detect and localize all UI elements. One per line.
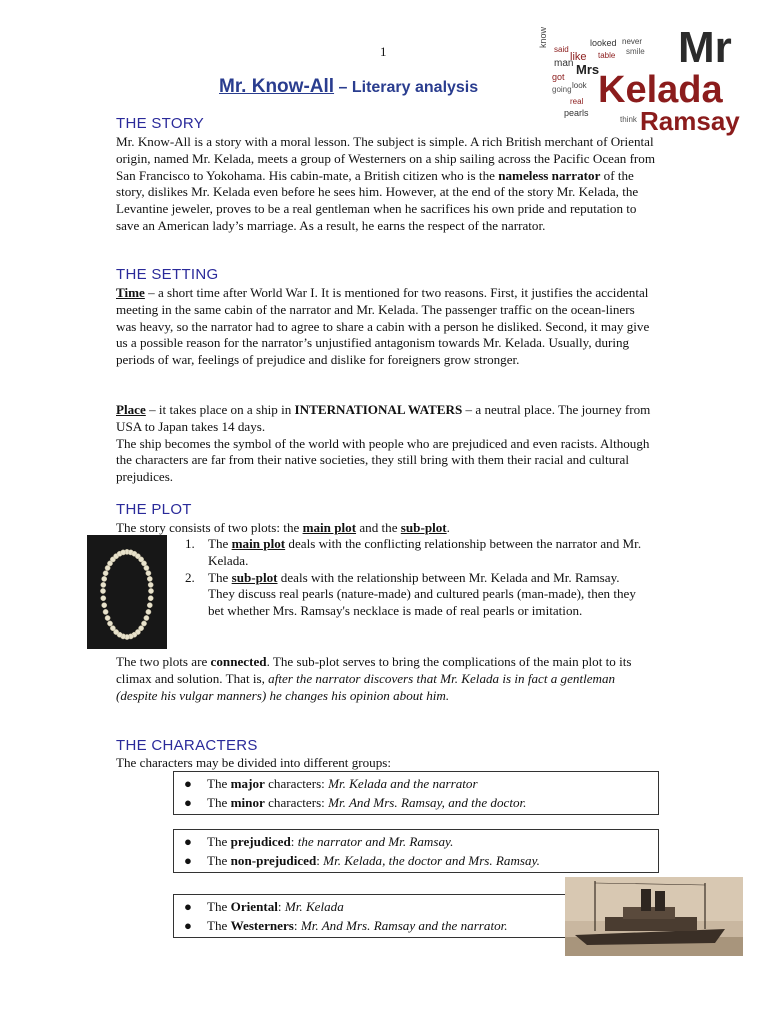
character-group-prejudice — [173, 829, 659, 873]
cloud-word: real — [570, 97, 584, 106]
plot-item-main: 1. The main plot deals with the conflicting relationship between the narrator and Mr. Kelada. — [185, 536, 642, 568]
cloud-word: pearls — [564, 108, 589, 118]
cloud-word: smile — [626, 47, 645, 56]
cloud-word: looked — [590, 38, 617, 48]
pearl — [100, 588, 105, 593]
cloud-word: said — [554, 45, 569, 54]
heading-setting: THE SETTING — [116, 266, 219, 283]
word-cloud-image — [540, 22, 750, 134]
pearl — [141, 621, 146, 626]
pearl — [121, 550, 126, 555]
bullet-icon: ● — [184, 899, 192, 914]
cloud-word: man — [554, 58, 574, 69]
heading-plot: THE PLOT — [116, 501, 192, 518]
setting-place-paragraph: Place – it takes place on a ship in INTERNATIONAL WATERS – a neutral place. The journey from USA to Japan takes 14 days. The ship becomes the symbol of the world with people who are prejudiced and even racists. Although the characters are far from their native societies, they still bring with them their racial and cultural prejudices. — [116, 402, 651, 485]
plot-item-sub: 2. The sub-plot deals with the relationship between Mr. Kelada and Mr. Ramsay. They discuss real pearls (nature-made) and cultured pearls (man-made), then they bet whether Mrs. Ramsay's necklace is made of real pearls or imitation. — [185, 569, 636, 619]
heading-characters: THE CHARACTERS — [116, 737, 258, 754]
cloud-word: know — [538, 26, 548, 48]
character-group-major-minor — [173, 771, 659, 815]
characters-intro: The characters may be divided into different groups: — [116, 755, 391, 770]
cloud-word: going — [552, 85, 572, 94]
cloud-word: Mrs — [576, 62, 600, 77]
document-title — [219, 76, 478, 98]
bullet-icon: ● — [184, 795, 192, 810]
plot-connection-paragraph: The two plots are connected. The sub-plot serves to bring the complications of the main plot to its climax and solution. That is, after the narrator discovers that Mr. Kelada is in fact a gentleman (despite his vulgar manners) he changes his opinion about him. — [116, 654, 632, 703]
cloud-word: table — [598, 51, 616, 60]
title-main: Mr. Know-All — [219, 76, 335, 97]
cloud-word: look — [572, 81, 587, 90]
pearl — [148, 582, 153, 587]
story-paragraph: Mr. Know-All is a story with a moral lesson. The subject is simple. A rich British merchant of Oriental origin, named Mr. Kelada, meets a group of Westerners on a ship sailing across the Pacific Ocean from San Francisco to Yokohama. His cabin-mate, a British citizen who is the nameless narrator of the story, dislikes Mr. Kelada even before he sees him. However, at the end of the story Mr. Kelada, the Levantine jeweler, proves to be a real gentleman when he sacrifices his own pride and reputation to save an American lady’s marriage. As a result, he earns the respect of the narrator. — [116, 134, 656, 233]
pearl — [144, 565, 149, 570]
pearl — [103, 609, 108, 614]
pearl — [110, 626, 115, 631]
cloud-word: never — [622, 37, 643, 46]
pearl-necklace-image — [87, 535, 167, 649]
list-item: ● The Oriental: Mr. Kelada — [184, 899, 344, 914]
pearl — [103, 571, 108, 576]
page-number: 1 — [380, 44, 387, 59]
pearl — [146, 609, 151, 614]
pearl — [148, 596, 153, 601]
heading-story: THE STORY — [116, 115, 204, 132]
pearl — [148, 588, 153, 593]
pearl — [102, 576, 107, 581]
pearl — [105, 615, 110, 620]
setting-time-paragraph: Time – a short time after World War I. It is mentioned for two reasons. First, it justifies the accidental meeting in the same cabin of the narrator and Mr. Kelada. The passenger traffic on the ocean-liners was heavy, so the narrator had to agree to share a cabin with a person he disliked. Second, it may give us a possible reason for the narrator’s unjustified antagonism towards Mr. Kelada. Usually, during periods of war, feelings of prejudice and dislike for foreigners grow stronger. — [116, 285, 650, 368]
list-item: ● The major characters: Mr. Kelada and the narrator — [184, 776, 478, 791]
pearl — [144, 615, 149, 620]
title-sub: – Literary analysis — [334, 79, 479, 96]
pearl — [146, 571, 151, 576]
list-item: ● The prejudiced: the narrator and Mr. Ramsay. — [184, 834, 454, 849]
bullet-icon: ● — [184, 834, 192, 849]
bullet-icon: ● — [184, 918, 192, 933]
plot-list — [185, 536, 645, 620]
pearl — [101, 596, 106, 601]
cloud-word: got — [552, 72, 565, 82]
plot-intro: The story consists of two plots: the main plot and the sub-plot. — [116, 520, 450, 535]
cloud-word: Kelada — [598, 69, 723, 111]
cloud-word: Mr — [678, 23, 732, 72]
cloud-word: think — [620, 115, 637, 124]
list-item: ● The minor characters: Mr. And Mrs. Ramsay, and the doctor. — [184, 795, 527, 810]
cloud-word: like — [570, 51, 587, 63]
list-item: ● The non-prejudiced: Mr. Kelada, the doctor and Mrs. Ramsay. — [184, 853, 540, 868]
cloud-word: Ramsay — [640, 106, 740, 136]
pearl — [102, 603, 107, 608]
pearl — [107, 621, 112, 626]
list-item: ● The Westerners: Mr. And Mrs. Ramsay and the narrator. — [184, 918, 508, 933]
pearl — [101, 582, 106, 587]
bullet-icon: ● — [184, 853, 192, 868]
ocean-liner-image — [565, 877, 743, 956]
bullet-icon: ● — [184, 776, 192, 791]
pearl — [147, 576, 152, 581]
pearl — [147, 603, 152, 608]
